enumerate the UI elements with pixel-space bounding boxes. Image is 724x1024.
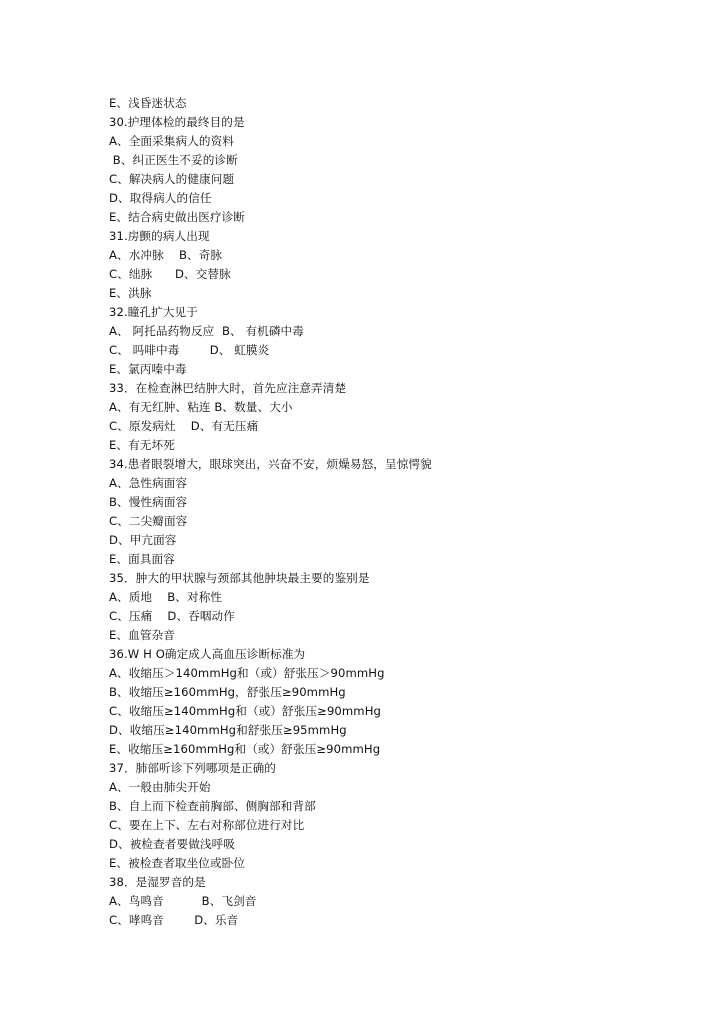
text-line: C、绌脉 D、交替脉 (109, 267, 231, 281)
text-line: E、血管杂音 (109, 628, 175, 642)
text-line: C、 吗啡中毒 D、 虹膜炎 (109, 343, 270, 357)
text-line: C、解决病人的健康问题 (109, 172, 235, 186)
text-line: C、二尖瓣面容 (109, 514, 188, 528)
question-31-stem: 31.房颤的病人出现 (109, 229, 210, 243)
text-line: E、面具面容 (109, 552, 175, 566)
text-line: A、鸟鸣音 B、飞剑音 (109, 894, 257, 908)
question-34-stem: 34.患者眼裂增大，眼球突出，兴奋不安，烦燥易怒，呈惊愕貌 (109, 457, 432, 471)
text-line: E、被检查者取坐位或卧位 (109, 856, 246, 870)
question-30-stem: 30.护理体检的最终目的是 (109, 115, 245, 129)
question-32-stem: 32.瞳孔扩大见于 (109, 305, 198, 319)
text-line: B、纠正医生不妥的诊断 (109, 153, 238, 167)
text-line: C、收缩压≥140mmHg和（或）舒张压≥90mmHg (109, 704, 381, 718)
text-line: A、急性病面容 (109, 476, 188, 490)
text-line: E、氯丙嗪中毒 (109, 362, 187, 376)
text-line: A、 阿托品药物反应 B、 有机磷中毒 (109, 324, 304, 338)
text-line: E、有无坏死 (109, 438, 175, 452)
text-line: C、哮鸣音 D、乐音 (109, 913, 239, 927)
text-line: E、收缩压≥160mmHg和（或）舒张压≥90mmHg (109, 742, 381, 756)
text-line: E、洪脉 (109, 286, 152, 300)
question-38-stem: 38．是湿罗音的是 (109, 875, 206, 889)
text-line: A、收缩压＞140mmHg和（或）舒张压＞90mmHg (109, 666, 385, 680)
text-line: B、自上而下检查前胸部、侧胸部和背部 (109, 799, 316, 813)
text-line: A、水冲脉 B、奇脉 (109, 248, 223, 262)
question-36-stem: 36.W H O确定成人高血压诊断标准为 (109, 647, 306, 661)
text-line: A、全面采集病人的资料 (109, 134, 234, 148)
text-line: C、要在上下、左右对称部位进行对比 (109, 818, 305, 832)
question-35-stem: 35．肿大的甲状腺与颈部其他肿块最主要的鉴别是 (109, 571, 370, 585)
text-line: C、原发病灶 D、有无压痛 (109, 419, 259, 433)
text-line: C、压痛 D、吞咽动作 (109, 609, 235, 623)
text-line: A、有无红肿、粘连 B、数量、大小 (109, 400, 293, 414)
text-line: D、甲亢面容 (109, 533, 177, 547)
text-line: D、被检查者要做浅呼吸 (109, 837, 235, 851)
text-line: E、结合病史做出医疗诊断 (109, 210, 246, 224)
question-33-stem: 33．在检查淋巴结肿大时，首先应注意弄清楚 (109, 381, 347, 395)
text-line: B、收缩压≥160mmHg，舒张压≥90mmHg (109, 685, 346, 699)
text-line: D、取得病人的信任 (109, 191, 212, 205)
text-line: E、浅昏迷状态 (109, 96, 187, 110)
text-line: D、收缩压≥140mmHg和舒张压≥95mmHg (109, 723, 347, 737)
text-line: A、质地 B、对称性 (109, 590, 223, 604)
question-37-stem: 37．肺部听诊下列哪项是正确的 (109, 761, 276, 775)
text-line: A、一般由肺尖开始 (109, 780, 211, 794)
text-line: B、慢性病面容 (109, 495, 188, 509)
